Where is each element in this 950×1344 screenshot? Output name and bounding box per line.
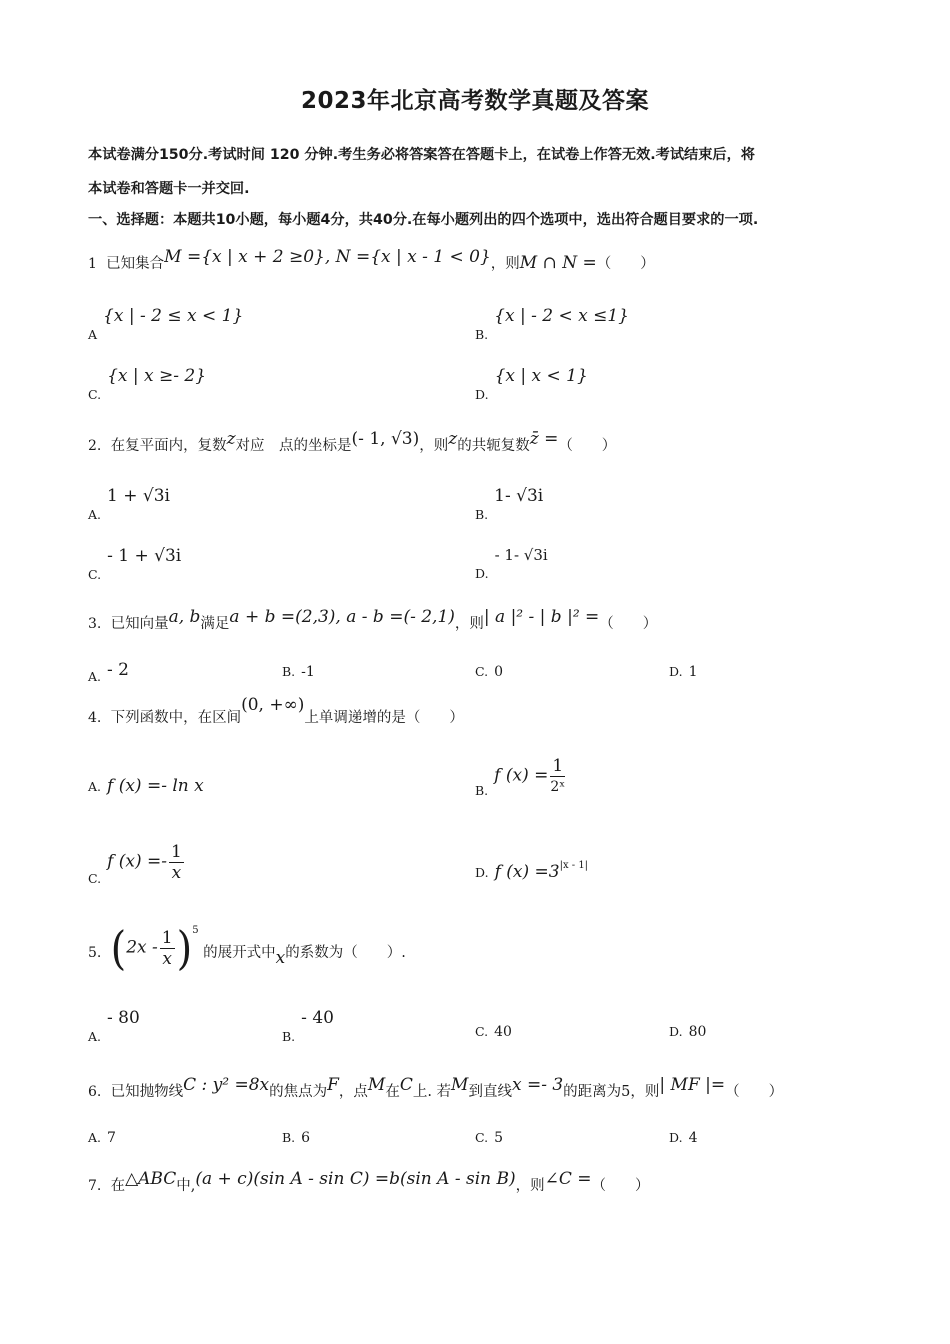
math-fraction: [160, 928, 175, 969]
fraction-denominator: x: [162, 949, 172, 969]
math-MF: | MF |=: [659, 1075, 726, 1095]
fraction-denominator: 2ˣ: [550, 779, 566, 795]
option-2d: [475, 546, 548, 581]
option-label: B.: [282, 1130, 296, 1145]
answer-blank: （ ）: [725, 1084, 784, 1100]
option-label: B.: [475, 327, 489, 342]
question-text: 上. 若: [412, 1084, 452, 1100]
option-label: C.: [88, 870, 102, 886]
question-text: 在: [110, 1178, 126, 1194]
answer-blank: （ ）: [599, 616, 658, 632]
option-value: - 2: [107, 660, 129, 680]
question-number: 4.: [88, 710, 102, 726]
option-math: - 1 + √3i: [107, 546, 182, 566]
question-text: 已知集合: [106, 256, 165, 272]
option-value: 40: [494, 1024, 512, 1040]
option-value: 4: [688, 1130, 698, 1146]
option-math: f (x) =: [494, 765, 549, 786]
option-fraction: [169, 842, 184, 883]
option-label: B.: [282, 1029, 296, 1044]
question-text: ，则: [515, 1178, 545, 1194]
math-expression: | a |² - | b |² =: [483, 607, 600, 627]
math-M: M: [451, 1075, 469, 1095]
question-text: ，点: [338, 1084, 368, 1100]
math-z: z: [448, 429, 458, 449]
math-F: F: [327, 1075, 339, 1095]
option-value: 1: [688, 664, 698, 680]
option-math: {x | - 2 < x ≤1}: [494, 306, 629, 326]
exponent: 5: [192, 924, 199, 936]
option-math: - 1- √3i: [494, 546, 548, 564]
option-value: 80: [688, 1024, 707, 1040]
option-label: D.: [669, 1130, 683, 1145]
option-label: C.: [475, 1024, 489, 1039]
question-text: ，则: [454, 616, 484, 632]
option-label: A.: [88, 1029, 102, 1044]
math-angle: ∠C =: [544, 1169, 592, 1189]
question-text: 到直线: [468, 1084, 512, 1100]
option-3b: [282, 664, 315, 680]
option-value: 0: [494, 664, 504, 680]
math-triangle: △ABC: [125, 1169, 177, 1189]
instructions: [88, 138, 868, 206]
option-5b: [282, 1008, 334, 1044]
question-6: [88, 1075, 784, 1101]
question-text: 的系数为: [285, 944, 344, 961]
question-number: 7.: [88, 1178, 102, 1194]
option-label: A.: [88, 669, 102, 684]
math-equation: (a + c)(sin A - sin C) =b(sin A - sin B): [195, 1169, 516, 1189]
right-paren: ): [176, 922, 193, 975]
question-text: 在复平面内，复数: [110, 438, 227, 454]
question-text: 已知向量: [110, 616, 169, 632]
option-4a: [88, 776, 204, 796]
option-fraction: [550, 756, 565, 797]
option-1d: [475, 366, 588, 402]
question-number: 1: [88, 256, 97, 272]
option-label: B.: [282, 664, 296, 679]
answer-blank: （ ）: [558, 438, 617, 454]
page-title: 2023年北京高考数学真题及答案: [300, 88, 649, 114]
math-C: C: [399, 1075, 413, 1095]
option-1b: [475, 306, 629, 342]
exponent: |x - 1|: [559, 860, 589, 871]
option-label: A.: [88, 507, 102, 522]
math-sets: M ={x | x + 2 ≥0}, N ={x | x - 1 < 0}: [164, 247, 491, 267]
option-math: {x | x ≥- 2}: [107, 366, 207, 386]
option-4c: [88, 842, 186, 886]
question-text: 上单调递增的是: [304, 710, 406, 726]
option-label: D.: [475, 865, 489, 880]
math-condition: a + b =(2,3), a - b =(- 2,1): [229, 607, 455, 627]
question-text: 中,: [176, 1178, 196, 1194]
question-text: 的展开式中: [203, 944, 276, 961]
option-value: -1: [301, 664, 315, 680]
instructions-line-2: 本试卷和答题卡一并交回.: [88, 181, 250, 197]
option-math: f (x) =-: [107, 851, 168, 872]
option-label: C.: [88, 387, 102, 402]
option-3a: [88, 660, 129, 684]
option-label: C.: [475, 664, 489, 679]
fraction-numerator: 1: [171, 842, 182, 862]
question-text: ，则: [419, 438, 449, 454]
option-1c: [88, 366, 207, 402]
option-label: C.: [475, 1130, 489, 1145]
option-value: - 40: [301, 1008, 334, 1028]
math-x: x: [275, 947, 286, 968]
math-M: M: [367, 1075, 386, 1095]
option-2b: [475, 486, 544, 522]
question-text: 的焦点为: [269, 1084, 328, 1100]
option-label: D.: [475, 387, 489, 402]
question-number: 2.: [88, 438, 102, 454]
option-1a: [88, 306, 244, 342]
option-3d: [669, 664, 697, 680]
option-3c: [475, 664, 503, 680]
answer-blank: （ ）: [591, 1178, 650, 1194]
option-value: 7: [107, 1130, 116, 1146]
option-6b: [282, 1130, 310, 1146]
fraction-denominator: x: [171, 863, 182, 883]
question-number: 6.: [88, 1084, 102, 1100]
option-4b: [475, 756, 567, 797]
option-label: A.: [88, 779, 102, 794]
option-5d: [669, 1024, 706, 1040]
question-number: 3.: [88, 616, 102, 632]
left-paren: (: [110, 922, 127, 975]
question-number: 5.: [88, 944, 102, 961]
option-5a: [88, 1008, 140, 1044]
question-3: [88, 607, 658, 633]
option-math: f (x) =- ln x: [107, 776, 204, 796]
option-label: D.: [475, 566, 489, 581]
question-1: [88, 247, 655, 273]
option-label: B.: [475, 507, 489, 522]
option-4d: [475, 862, 588, 882]
math-point: (- 1, √3): [351, 429, 420, 449]
option-2c: [88, 546, 182, 582]
option-label: A: [88, 327, 98, 342]
option-label: B.: [475, 782, 489, 798]
fraction-numerator: 1: [161, 928, 173, 948]
question-7: [88, 1169, 650, 1195]
question-text: ，则: [490, 256, 520, 272]
math-parabola: C : y² =8x: [183, 1075, 270, 1095]
option-math: 1 + √3i: [107, 486, 170, 506]
option-math: 1- √3i: [494, 486, 544, 506]
question-2: [88, 429, 617, 455]
question-text: 已知抛物线: [110, 1084, 184, 1100]
option-math: {x | - 2 ≤ x < 1}: [103, 306, 244, 326]
question-text: 下列函数中，在区间: [110, 710, 242, 726]
question-text: 的距离为5，则: [563, 1084, 660, 1100]
question-4: [88, 695, 464, 727]
option-value: 6: [301, 1130, 311, 1146]
option-2a: [88, 486, 170, 522]
option-6c: [475, 1130, 503, 1146]
option-label: D.: [669, 1024, 683, 1039]
math-z: z: [226, 429, 236, 449]
question-text: 满足: [200, 616, 230, 632]
question-text: 对应 点的坐标是: [235, 438, 352, 454]
math-zbar: z̄ =: [529, 429, 559, 449]
question-5: [88, 922, 406, 975]
option-6d: [669, 1130, 697, 1146]
option-value: 5: [494, 1130, 504, 1146]
math-line: x =- 3: [511, 1075, 564, 1095]
instructions-line-1: 本试卷满分150分.考试时间 120 分钟.考生务必将答案答在答题卡上，在试卷上作答无效.考试结束后，将: [88, 147, 755, 163]
option-label: A.: [88, 1130, 102, 1145]
answer-blank: （ ）: [405, 710, 464, 726]
math-vectors: a, b: [168, 607, 201, 627]
option-math: {x | x < 1}: [494, 366, 588, 386]
option-value: - 80: [107, 1008, 140, 1028]
math-intersection: M ∩ N =: [519, 253, 597, 273]
option-6a: [88, 1130, 116, 1146]
option-label: C.: [88, 567, 102, 582]
section-heading: 一、选择题：本题共10小题，每小题4分，共40分.在每小题列出的四个选项中，选出符合题目要求的一项.: [88, 212, 759, 228]
option-label: D.: [669, 664, 683, 679]
answer-blank: （ ）.: [343, 944, 406, 961]
math-interval: (0, +∞): [241, 695, 305, 715]
question-text: 的共轭复数: [457, 438, 530, 454]
answer-blank: （ ）: [596, 256, 655, 272]
option-math: f (x) =3: [494, 862, 560, 882]
fraction-numerator: 1: [552, 756, 564, 776]
question-text: 在: [385, 1084, 400, 1100]
option-5c: [475, 1024, 512, 1040]
math-inner: 2x -: [126, 937, 158, 958]
